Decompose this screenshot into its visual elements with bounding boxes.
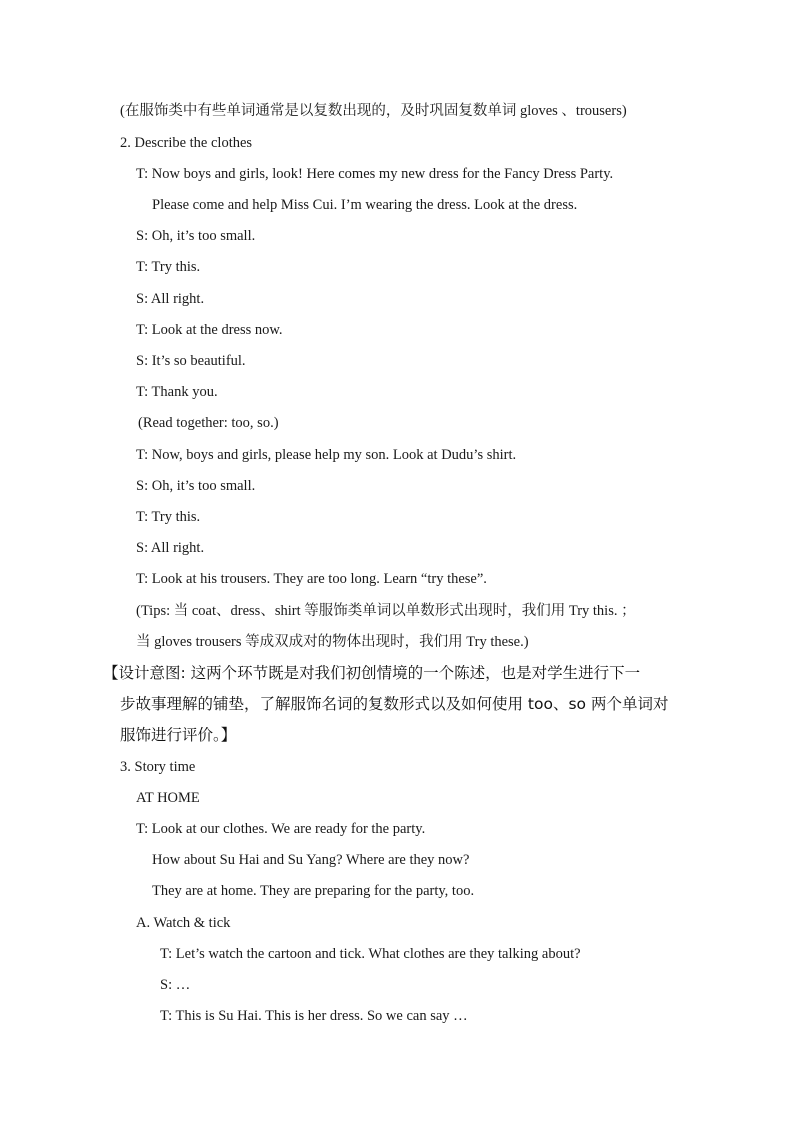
- tips-line: 当 gloves trousers 等成双成对的物体出现时，我们用 Try these.): [136, 634, 529, 650]
- dialogue-line: T: Let’s watch the cartoon and tick. What clothes are they talking about?: [160, 946, 581, 962]
- tips-line: (Tips: 当 coat、dress、shirt 等服饰类单词以单数形式出现时，我们用 Try this. ；: [136, 603, 636, 619]
- dialogue-line: T: Try this.: [136, 509, 201, 525]
- dialogue-line: T: Now, boys and girls, please help my son. Look at Dudu’s shirt.: [136, 447, 517, 463]
- dialogue-line: S: Oh, it’s too small.: [136, 478, 256, 494]
- dialogue-line: T: Look at his trousers. They are too long. Learn “try these”.: [136, 571, 487, 587]
- dialogue-line: T: Now boys and girls, look! Here comes my new dress for the Fancy Dress Party.: [136, 166, 614, 182]
- design-intent-line: 服饰进行评价。】: [120, 726, 237, 744]
- dialogue-line: T: This is Su Hai. This is her dress. So we can say …: [160, 1008, 468, 1024]
- dialogue-line: T: Thank you.: [136, 384, 218, 400]
- section-heading-story-time: 3. Story time: [120, 759, 196, 775]
- subheading-at-home: AT HOME: [136, 790, 200, 806]
- dialogue-line: How about Su Hai and Su Yang? Where are they now?: [152, 852, 470, 868]
- dialogue-line: Please come and help Miss Cui. I’m wearing the dress. Look at the dress.: [152, 197, 578, 213]
- dialogue-line: S: All right.: [136, 540, 205, 556]
- dialogue-line: S: Oh, it’s too small.: [136, 228, 256, 244]
- dialogue-line: S: All right.: [136, 291, 205, 307]
- dialogue-line: They are at home. They are preparing for the party, too.: [152, 883, 475, 899]
- note-plural-words: (在服饰类中有些单词通常是以复数出现的，及时巩固复数单词 gloves 、trousers): [120, 103, 627, 119]
- dialogue-line: S: …: [160, 977, 191, 993]
- design-intent-line: 步故事理解的铺垫，了解服饰名词的复数形式以及如何使用 too、so 两个单词对: [120, 695, 669, 713]
- design-intent-line: 【设计意图: 这两个环节既是对我们初创情境的一个陈述，也是对学生进行下一: [103, 664, 641, 682]
- dialogue-line: T: Try this.: [136, 259, 201, 275]
- dialogue-line: S: It’s so beautiful.: [136, 353, 246, 369]
- section-heading-describe-clothes: 2. Describe the clothes: [120, 135, 253, 151]
- read-together-note: (Read together: too, so.): [138, 415, 279, 431]
- dialogue-line: T: Look at the dress now.: [136, 322, 283, 338]
- activity-heading-watch-tick: A. Watch & tick: [136, 915, 231, 931]
- dialogue-line: T: Look at our clothes. We are ready for the party.: [136, 821, 426, 837]
